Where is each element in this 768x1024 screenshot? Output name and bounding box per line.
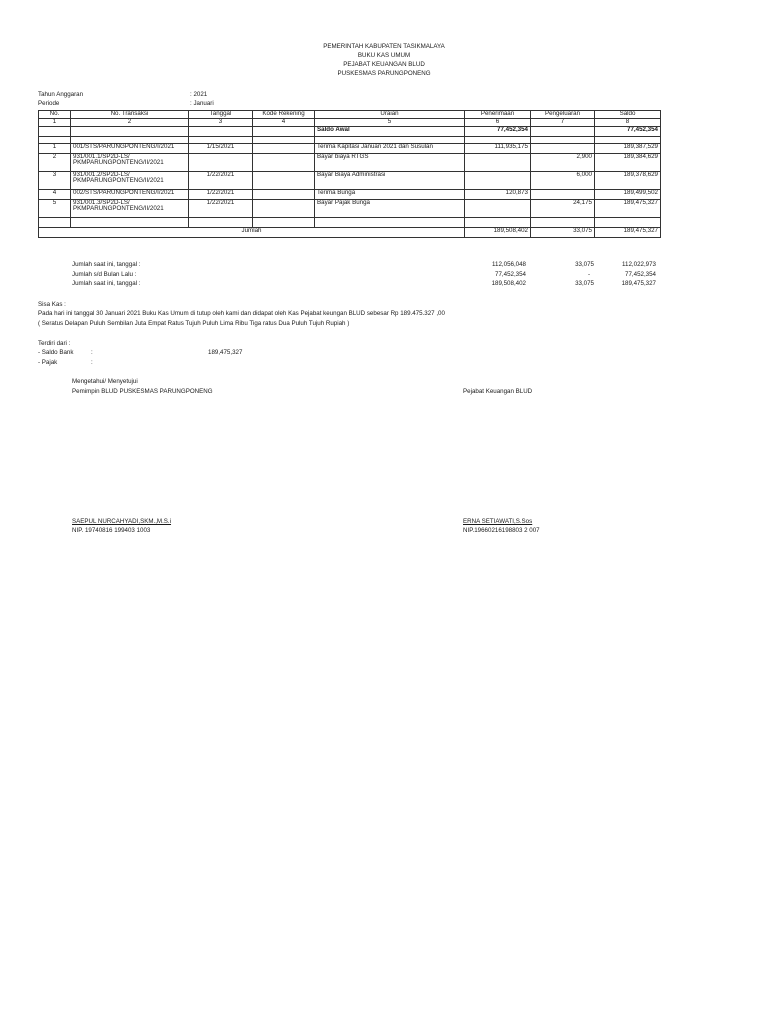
puskesmas-title: PUSKESMAS PARUNGPONENG <box>337 70 431 77</box>
left-signatory-title: Pemimpin BLUD PUSKESMAS PARUNGPONENG <box>72 388 213 395</box>
jumlah-pengeluaran: 33,075 <box>531 227 595 237</box>
row-kode <box>253 143 315 153</box>
sisa-kas-terbilang: ( Seratus Delapan Puluh Sembilan Juta Empat Ratus Tujuh Puluh Lima Ribu Tiga ratus Dua Puluh Tujuh Rupiah ) <box>38 320 350 327</box>
row-tanggal: 1/22/2021 <box>189 189 253 199</box>
summary-saldo: 77,452,354 <box>625 271 656 278</box>
row-penerimaan <box>465 171 531 189</box>
right-signatory-title: Pejabat Keuangan BLUD <box>463 388 533 395</box>
row-uraian: Bayar Biaya Administrasi <box>315 171 465 189</box>
book-title: BUKU KAS UMUM <box>357 52 411 59</box>
col-header-penerimaan: Penerimaan <box>465 111 531 119</box>
periode-label: Periode <box>38 100 60 107</box>
jumlah-saldo: 189,475,327 <box>595 227 661 237</box>
col-number: 6 <box>465 118 531 126</box>
saldo-awal-penerimaan: 77,452,354 <box>465 126 531 136</box>
row-penerimaan: 111,935,175 <box>465 143 531 153</box>
col-number: 4 <box>253 118 315 126</box>
row-tanggal: 1/15/2021 <box>189 143 253 153</box>
summary-saldo: 112,022,973 <box>622 261 656 268</box>
jumlah-row <box>39 227 661 237</box>
col-number: 2 <box>71 118 189 126</box>
tahun-label: Tahun Anggaran <box>38 91 84 98</box>
row-no: 3 <box>39 171 71 189</box>
row-no: 4 <box>39 189 71 199</box>
summary-label: Jumlah saat ini, tanggal : <box>72 261 141 268</box>
saldo-awal-saldo: 77,452,354 <box>595 126 661 136</box>
row-no: 5 <box>39 199 71 217</box>
row-pengeluaran: 2,900 <box>531 153 595 171</box>
row-kode <box>253 199 315 217</box>
row-transaksi: 001/STS/PARUNGPONTENG/I/2021 <box>71 143 189 153</box>
sisa-kas-label: Sisa Kas : <box>38 301 66 308</box>
row-saldo: 189,387,529 <box>595 143 661 153</box>
row-uraian: Terima Kapitasi Januari 2021 dan Susulan <box>315 143 465 153</box>
col-number: 1 <box>39 118 71 126</box>
row-uraian: Terima Bunga <box>315 189 465 199</box>
table-row <box>39 153 661 171</box>
col-header-kode: Kode Rekening <box>253 111 315 119</box>
row-saldo: 189,475,327 <box>595 199 661 217</box>
summary-penerimaan: 112,056,048 <box>492 261 526 268</box>
summary-saldo: 189,475,327 <box>621 280 656 287</box>
office-title: PEJABAT KEUANGAN BLUD <box>343 61 425 68</box>
col-header-pengeluaran: Pengeluaran <box>531 111 595 119</box>
right-signatory-name: ERNA SETIAWATI,S.Sos <box>463 518 533 525</box>
row-penerimaan <box>465 153 531 171</box>
saldo-awal-label: Saldo Awal <box>315 126 465 136</box>
row-transaksi: 931/001.2/SP2D-LS/ PKMPARUNGPONTENG/II/2021 <box>71 171 189 189</box>
col-header-saldo: Saldo <box>595 111 661 119</box>
terdiri-label: Terdiri dari : <box>38 340 71 347</box>
cash-book-table <box>38 110 661 238</box>
row-pengeluaran <box>531 189 595 199</box>
saldo-bank-label: - Saldo Bank <box>38 349 74 356</box>
left-signatory-name: SAEPUL NURCAHYADI,SKM.,M.S.i <box>72 518 172 525</box>
spacer-row <box>39 217 661 227</box>
table-header-row <box>39 111 661 119</box>
row-saldo: 189,378,629 <box>595 171 661 189</box>
summary-label: Jumlah saat ini, tanggal : <box>72 280 141 287</box>
approval-label: Mengetahui/ Menyetujui <box>72 378 138 385</box>
row-pengeluaran <box>531 143 595 153</box>
row-no: 1 <box>39 143 71 153</box>
row-uraian: Bayar biaya RTGS <box>315 153 465 171</box>
col-number: 3 <box>189 118 253 126</box>
column-number-row <box>39 118 661 126</box>
col-number: 8 <box>595 118 661 126</box>
left-signatory-nip: NIP. 19740816 199403 1003 <box>72 527 151 534</box>
periode-value: : Januari <box>190 100 214 107</box>
row-tanggal: 1/22/2021 <box>189 199 253 217</box>
pajak-label: - Pajak <box>38 359 58 366</box>
row-no: 2 <box>39 153 71 171</box>
summary-penerimaan: 77,452,354 <box>495 271 526 278</box>
right-signatory-nip: NIP.19660216198803 2 007 <box>463 527 540 534</box>
row-tanggal: 1/22/2021 <box>189 171 253 189</box>
row-saldo: 189,499,502 <box>595 189 661 199</box>
col-number: 7 <box>531 118 595 126</box>
gov-title: PEMERINTAH KABUPATEN TASIKMALAYA <box>323 43 445 50</box>
jumlah-penerimaan: 189,508,402 <box>465 227 531 237</box>
row-kode <box>253 171 315 189</box>
row-pengeluaran: 6,000 <box>531 171 595 189</box>
summary-penerimaan: 189,508,402 <box>491 280 526 287</box>
row-penerimaan: 120,873 <box>465 189 531 199</box>
col-header-tanggal: Tanggal <box>189 111 253 119</box>
row-transaksi: 002/STS/PARUNGPONTENG/I/2021 <box>71 189 189 199</box>
table-row <box>39 199 661 217</box>
pajak-colon: : <box>91 359 93 366</box>
sisa-kas-statement: Pada hari ini tanggal 30 Januari 2021 Buku Kas Umum di tutup oleh kami dan didapat oleh Kas Pejabat keungan BLUD sebesar Rp 189.475.327 ,00 <box>38 310 445 317</box>
table-row <box>39 189 661 199</box>
col-number: 5 <box>315 118 465 126</box>
row-pengeluaran: 24,175 <box>531 199 595 217</box>
row-transaksi: 931/001.1/SP2D-LS/ PKMPARUNGPONTENG/II/2021 <box>71 153 189 171</box>
saldo-bank-value: 189,475,327 <box>208 349 243 356</box>
row-saldo: 189,384,629 <box>595 153 661 171</box>
table-row <box>39 171 661 189</box>
col-header-transaksi: No. Transaksi <box>71 111 189 119</box>
tahun-value: : 2021 <box>190 91 208 98</box>
saldo-bank-colon: : <box>91 349 93 356</box>
summary-pengeluaran: 33,075 <box>575 261 594 268</box>
row-kode <box>253 189 315 199</box>
row-kode <box>253 153 315 171</box>
table-row <box>39 143 661 153</box>
summary-pengeluaran: 33,075 <box>575 280 594 287</box>
col-header-no: No. <box>39 111 71 119</box>
summary-label: Jumlah s/d Bulan Lalu : <box>72 271 137 278</box>
saldo-awal-row <box>39 126 661 136</box>
summary-pengeluaran: - <box>587 271 590 278</box>
row-tanggal <box>189 153 253 171</box>
col-header-uraian: Uraian <box>315 111 465 119</box>
row-penerimaan <box>465 199 531 217</box>
row-uraian: Bayar Pajak Bunga <box>315 199 465 217</box>
row-transaksi: 931/001.3/SP2D-LS/ PKMPARUNGPONTENG/II/2021 <box>71 199 189 217</box>
jumlah-label: Jumlah <box>39 227 465 237</box>
spacer-row <box>39 136 661 143</box>
